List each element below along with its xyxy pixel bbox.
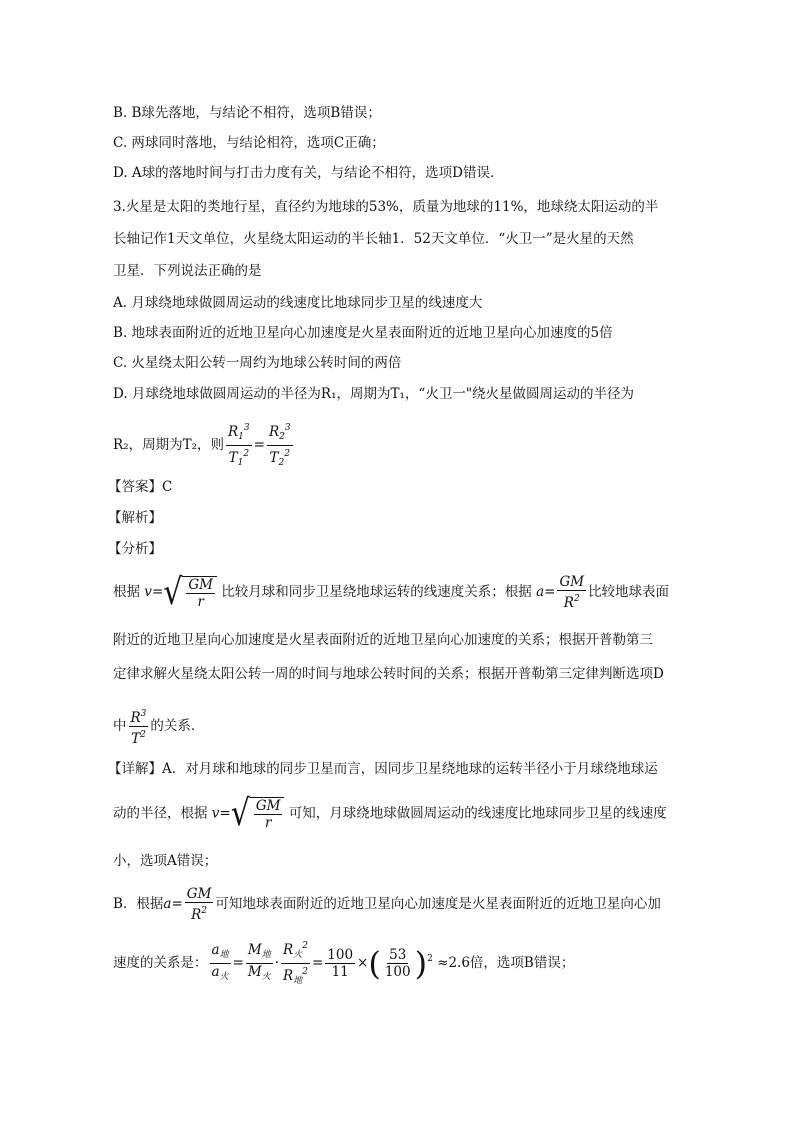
text-run: 速度的关系是：: [113, 955, 208, 971]
section-heading: 【解析】: [108, 510, 162, 526]
detail-line: 动的半径，根据 v= √ $\frac{GM}{r}$ 可知，月球绕地球做圆周运动的线速度比地球同步卫星的线速度: [113, 792, 667, 835]
text-run: 动的半径，根据: [113, 805, 208, 822]
text-line: 卫星．下列说法正确的是: [113, 263, 262, 279]
text-line: 长轴记作1天文单位，火星绕太阳运动的半长轴1．52天文单位．“火卫一”是火星的天然: [113, 231, 634, 247]
detail-formula-line: 速度的关系是： $\frac{a_地}{a_火}$ = $\frac{M_地}{M_火}$ · $\frac{R_火^2}{R_地^2}$ = $\frac{100}{11}$ ×( $\frac{53}{100}$ )$^2$ ≈2.6倍，选项B错误；: [113, 938, 574, 989]
fraction: $\frac{100}{11}$: [327, 947, 354, 980]
analysis-line: 附近的近地卫星向心加速度是火星表面附近的近地卫星向心加速度的关系；根据开普勒第三: [113, 632, 653, 648]
fraction: $\frac{53}{100}$: [384, 947, 411, 980]
sqrt-formula: √ $\frac{GM}{r}$: [231, 797, 285, 831]
text-run: B．根据: [113, 896, 164, 912]
option-d: D. 月球绕地球做圆周运动的半径为R₁，周期为T₁，“火卫一"绕火星做圆周运动的半径为: [113, 386, 635, 402]
text-run: 比较地球表面: [588, 584, 670, 600]
sqrt-formula: √ $\frac{GM}{r}$: [163, 576, 217, 610]
text-run: 可知，月球绕地球做圆周运动的线速度比地球同步卫星的线速度: [288, 805, 667, 822]
text-line: C. 两球同时落地，与结论相符，选项C正确；: [113, 135, 385, 151]
analysis-line: 定律求解火星绕太阳公转一周的时间与地球公转时间的关系；根据开普勒第三定律判断选项D: [113, 666, 664, 682]
option-c: C. 火星绕太阳公转一周约为地球公转时间的两倍: [113, 355, 402, 371]
text-run: ≈2.6倍，选项B错误；: [437, 955, 575, 971]
text-run: R₂，周期为T₂，则: [113, 437, 224, 453]
option-b: B. 地球表面附近的近地卫星向心加速度是火星表面附近的近地卫星向心加速度的5倍: [113, 325, 613, 341]
detail-line: B．根据a= $\frac{GM}{R^2}$ 可知地球表面附近的近地卫星向心加速度是火星表面附近的近地卫星向心加: [113, 886, 661, 923]
fraction: $\frac{GM}{R^2}$: [559, 574, 585, 611]
fraction: $\frac{M_地}{M_火}$: [247, 942, 271, 982]
text-run: 比较月球和同步卫星绕地球运转的线速度关系；根据: [221, 584, 532, 600]
fraction: $\frac{R_1^3}{T_1^2}$: [226, 420, 252, 471]
detail-line: 小，选项A错误；: [113, 853, 218, 869]
fraction: $\frac{a_地}{a_火}$: [211, 942, 229, 982]
text-run: 根据: [113, 584, 140, 600]
section-heading: 【分析】: [108, 541, 162, 557]
analysis-line: 根据 v= √ $\frac{GM}{r}$ 比较月球和同步卫星绕地球运转的线速度关系；根据 a= $\frac{GM}{R^2}$ 比较地球表面: [113, 570, 670, 613]
detail-line: 【详解】A．对月球和地球的同步卫星而言，因同步卫星绕地球的运转半径小于月球绕地球运: [108, 761, 658, 777]
text-run: 的关系．: [150, 718, 205, 734]
answer: 【答案】C: [108, 479, 173, 495]
fraction: $\frac{R_2^3}{T_2^2}$: [267, 420, 293, 471]
text-line: B. B球先落地，与结论不相符，选项B错误；: [113, 105, 381, 121]
text-run: 可知地球表面附近的近地卫星向心加速度是火星表面附近的近地卫星向心加: [215, 896, 661, 912]
option-a: A. 月球绕地球做圆周运动的线速度比地球同步卫星的线速度大: [113, 295, 483, 311]
fraction: $\frac{R_火^2}{R_地^2}$: [281, 938, 310, 989]
text-run: 中: [113, 718, 127, 734]
option-d-formula-line: R₂，周期为T₂，则 $\frac{R_1^3}{T_1^2}$ = $\frac{R_2^3}{T_2^2}$: [113, 420, 295, 471]
question-3-text: 3.火星是太阳的类地行星，直径约为地球的53%，质量为地球的11%，地球绕太阳运动的半: [113, 199, 659, 215]
fraction: $\frac{GM}{R^2}$: [186, 886, 212, 923]
text-line: D. A球的落地时间与打击力度有关，与结论不相符，选项D错误．: [113, 165, 504, 181]
analysis-line: [113, 706, 204, 747]
fraction: $\frac{R^3}{T^2}$: [129, 706, 149, 747]
